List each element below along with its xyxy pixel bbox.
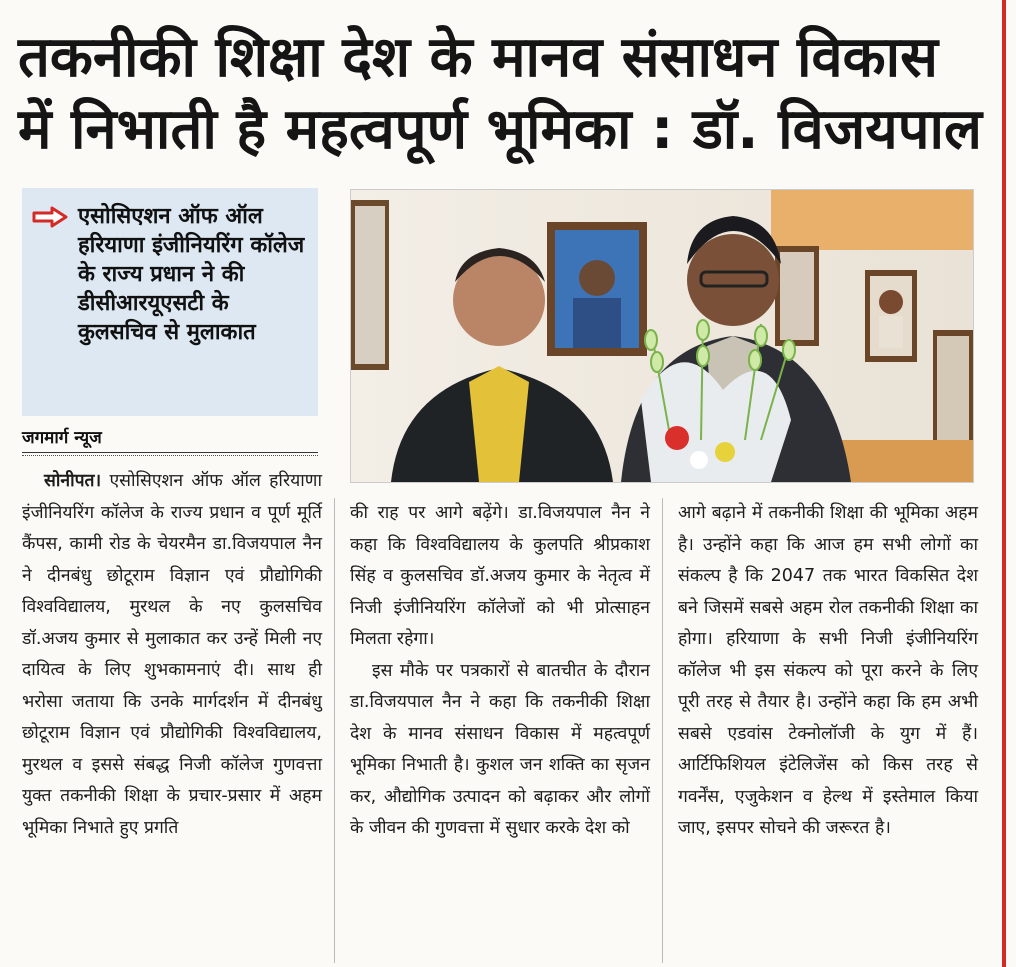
headline-line-1: तकनीकी शिक्षा देश के मानव संसाधन विकास — [18, 25, 939, 90]
column-2 — [350, 498, 650, 845]
headline-line-2: में निभाती है महत्वपूर्ण भूमिका : डॉ. विजयपाल — [18, 97, 983, 162]
column-1 — [22, 466, 322, 844]
arrow-right-icon — [32, 206, 68, 228]
column-1-text: एसोसिएशन ऑफ ऑल हरियाणा इंजीनियरिंग कॉलेज के राज्य प्रधान व पूर्ण मूर्ति कैंपस, कामी रोड के चेयरमैन डा.विजयपाल नैन ने दीनबंधु छोटूराम विज्ञान एवं प्रौद्योगिकी विश्वविद्यालय, मुरथल के नए कुलसचिव डॉ.अजय कुमार से मुलाकात कर उन्हें मिली नए दायित्व के लिए शुभकामनाएं दी। साथ ही भरोसा जताया कि उनके मार्गदर्शन में दीनबंधु छोटूराम विज्ञान एवं प्रौद्योगिकी विश्वविद्यालय, मुरथल व इससे संबद्ध निजी कॉलेज गुणवत्ता युक्त तकनीकी शिक्षा के प्रचार-प्रसार में अहम भूमिका निभाते हुए प्रगति — [22, 471, 322, 838]
page-edge-rule — [1002, 0, 1006, 967]
kicker-text: एसोसिएशन ऑफ ऑल हरियाणा इंजीनियरिंग कॉलेज के राज्य प्रधान ने की डीसीआरयूएसटी के कुलसचिव से मुलाकात — [78, 204, 305, 345]
byline: जगमार्ग न्यूज — [22, 425, 318, 453]
column-2-paragraph-1: की राह पर आगे बढ़ेंगे। डा.विजयपाल नैन ने कहा कि विश्वविद्यालय के कुलपति श्रीप्रकाश सिंह व कुलसचिव डॉ.अजय कुमार के नेतृत्व में निजी इंजीनियरिंग कॉलेजों को भी प्रोत्साहन मिलता रहेगा। — [350, 503, 650, 649]
column-divider — [662, 498, 663, 963]
headline — [18, 22, 993, 166]
column-3 — [678, 498, 978, 845]
photo-illustration — [351, 190, 973, 482]
dateline: सोनीपत। — [44, 471, 102, 491]
kicker-box — [22, 188, 318, 416]
news-photo — [350, 189, 974, 483]
column-divider — [334, 498, 335, 963]
column-2-paragraph-2: इस मौके पर पत्रकारों से बातचीत के दौरान डा.विजयपाल नैन ने कहा कि तकनीकी शिक्षा देश के मानव संसाधन विकास में महत्वपूर्ण भूमिका निभाती है। कुशल जन शक्ति का सृजन कर, औद्योगिक उत्पादन को बढ़ाकर और लोगों के जीवन की गुणवत्ता में सुधार करके देश को — [350, 660, 650, 838]
column-3-text: आगे बढ़ाने में तकनीकी शिक्षा की भूमिका अहम है। उन्होंने कहा कि आज हम सभी लोगों का संकल्प है कि 2047 तक भारत विकसित देश बने जिसमें सबसे अहम रोल तकनीकी शिक्षा का होगा। हरियाणा के सभी निजी इंजीनियरिंग कॉलेज भी इस संकल्प को पूरा करने के लिए पूरी तरह से तैयार है। उन्होंने कहा कि हम अभी सबसे एडवांस टेक्नोलॉजी के युग में हैं। आर्टिफिशियल इंटेलिजेंस को किस तरह से गवर्नेंस, एजुकेशन व हेल्थ में इस्तेमाल किया जाए, इसपर सोचने की जरूरत है। — [678, 503, 978, 838]
